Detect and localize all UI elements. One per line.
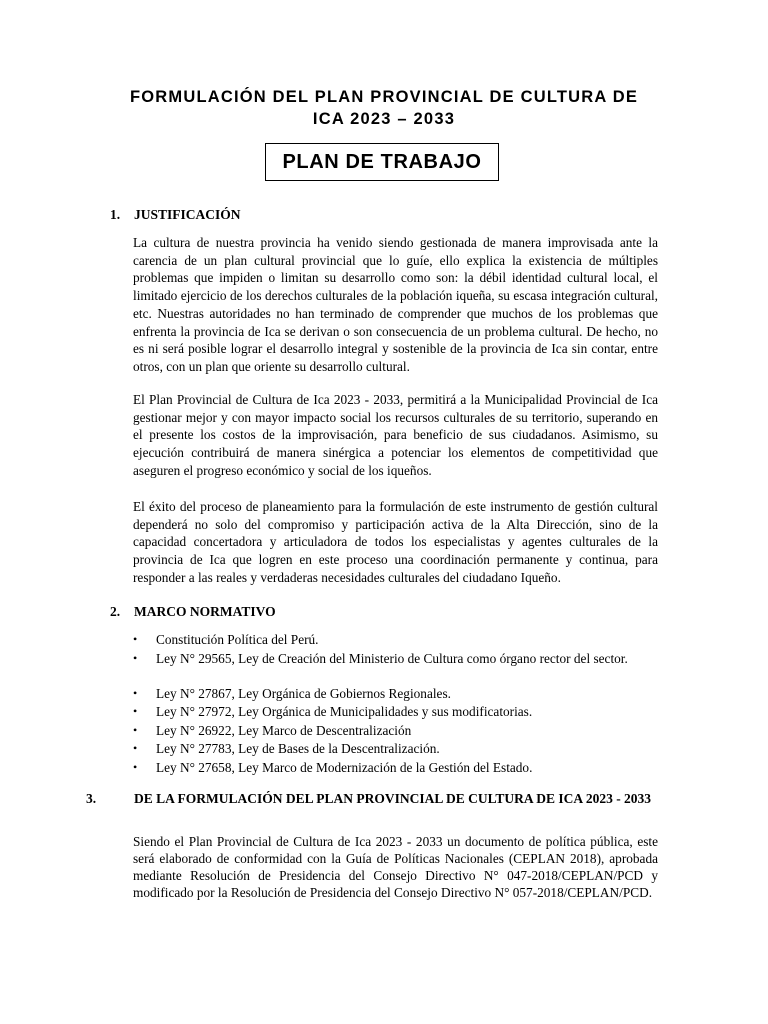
list-item: • Ley N° 26922, Ley Marco de Descentralización <box>133 722 412 738</box>
section-1-heading <box>110 207 658 223</box>
section-3-title: DE LA FORMULACIÓN DEL PLAN PROVINCIAL DE CULTURA DE ICA 2023 - 2033 <box>134 791 652 806</box>
list-item: • Ley N° 29565, Ley de Creación del Ministerio de Cultura como órgano rector del sector. <box>133 650 628 666</box>
title-line-2: ICA 2023 – 2033 <box>312 110 456 128</box>
bullet-icon: • <box>133 741 138 755</box>
marco-normativo-list <box>130 631 660 777</box>
justificacion-paragraph-1: La cultura de nuestra provincia ha venido siendo gestionada de manera improvisada ante la carencia de un plan cultural provincial que lo guíe, ello explica la existencia de múltiples problemas que impiden o limitan su desarrollo como son: la débil identidad cultural local, el limitado ejercicio de los derechos culturales de la población iqueña, su escasa integración cultural, etc. Nuestras autoridades no han terminado de comprender que muchos de los problemas que enfrenta la provincia de Ica se derivan o son consecuencia de un problema cultural. De hecho, no es ni será posible lograr el desarrollo integral y sostenible de la provincia de Ica sin contar, entre otros, con un plan que oriente su desarrollo cultural. <box>133 235 658 374</box>
bullet-icon: • <box>133 632 138 646</box>
list-item: • Ley N° 27972, Ley Orgánica de Municipalidades y sus modificatorias. <box>133 704 533 719</box>
bullet-icon: • <box>133 759 138 774</box>
document-title <box>100 86 668 130</box>
list-item: • Constitución Política del Perú. <box>133 632 319 647</box>
section-2-title: MARCO NORMATIVO <box>134 604 276 619</box>
list-item: • Ley N° 27867, Ley Orgánica de Gobiernos Regionales. <box>133 685 451 701</box>
section-2-heading <box>110 604 658 620</box>
formulacion-paragraph: Siendo el Plan Provincial de Cultura de Ica 2023 - 2033 un documento de política pública, este será elaborado de conformidad con la Guía de Políticas Nacionales (CEPLAN 2018), aprobada mediante Resolución de Presidencia del Consejo Directivo N° 047-2018/CEPLAN/PCD y modificado por la Resolución de Presidencia del Consejo Directivo N° 057-2018/CEPLAN/PCD. <box>133 834 658 900</box>
list-item: • Ley N° 27783, Ley de Bases de la Descentralización. <box>133 741 440 756</box>
list-item: • Ley N° 27658, Ley Marco de Modernización de la Gestión del Estado. <box>133 759 533 775</box>
bullet-icon: • <box>133 704 138 718</box>
bullet-icon: • <box>133 722 138 737</box>
section-3-heading <box>86 791 664 807</box>
justificacion-paragraph-2: El Plan Provincial de Cultura de Ica 2023 - 2033, permitirá a la Municipalidad Provincial de Ica gestionar mejor y con mayor impacto social los recursos culturales de su territorio, superando en el presente los costos de la improvisación, para beneficio de sus ciudadanos. Asimismo, su ejecución contribuirá de manera sinérgica a potenciar los elementos de competitividad que aseguren el progreso económico y social de los iqueños. <box>133 392 658 478</box>
bullet-icon: • <box>133 650 138 665</box>
title-line-1: FORMULACIÓN DEL PLAN PROVINCIAL DE CULTURA DE <box>129 88 639 106</box>
justificacion-paragraph-3: El éxito del proceso de planeamiento para la formulación de este instrumento de gestión cultural dependerá no solo del compromiso y participación activa de la Alta Dirección, sino de la capacidad concertadora y articuladora de todos los especialistas y agentes culturales de la provincia de Ica que logren en este proceso una coordinación permanente y continua, para responder a las reales y verdaderas necesidades culturales del ciudadano Iqueño. <box>133 499 658 585</box>
section-1-number: 1. <box>110 207 121 222</box>
section-2-number: 2. <box>110 604 121 619</box>
section-3-number: 3. <box>86 791 97 806</box>
section-1-title: JUSTIFICACIÓN <box>134 207 241 222</box>
bullet-icon: • <box>133 685 138 700</box>
plan-de-trabajo-box: PLAN DE TRABAJO <box>265 143 499 181</box>
